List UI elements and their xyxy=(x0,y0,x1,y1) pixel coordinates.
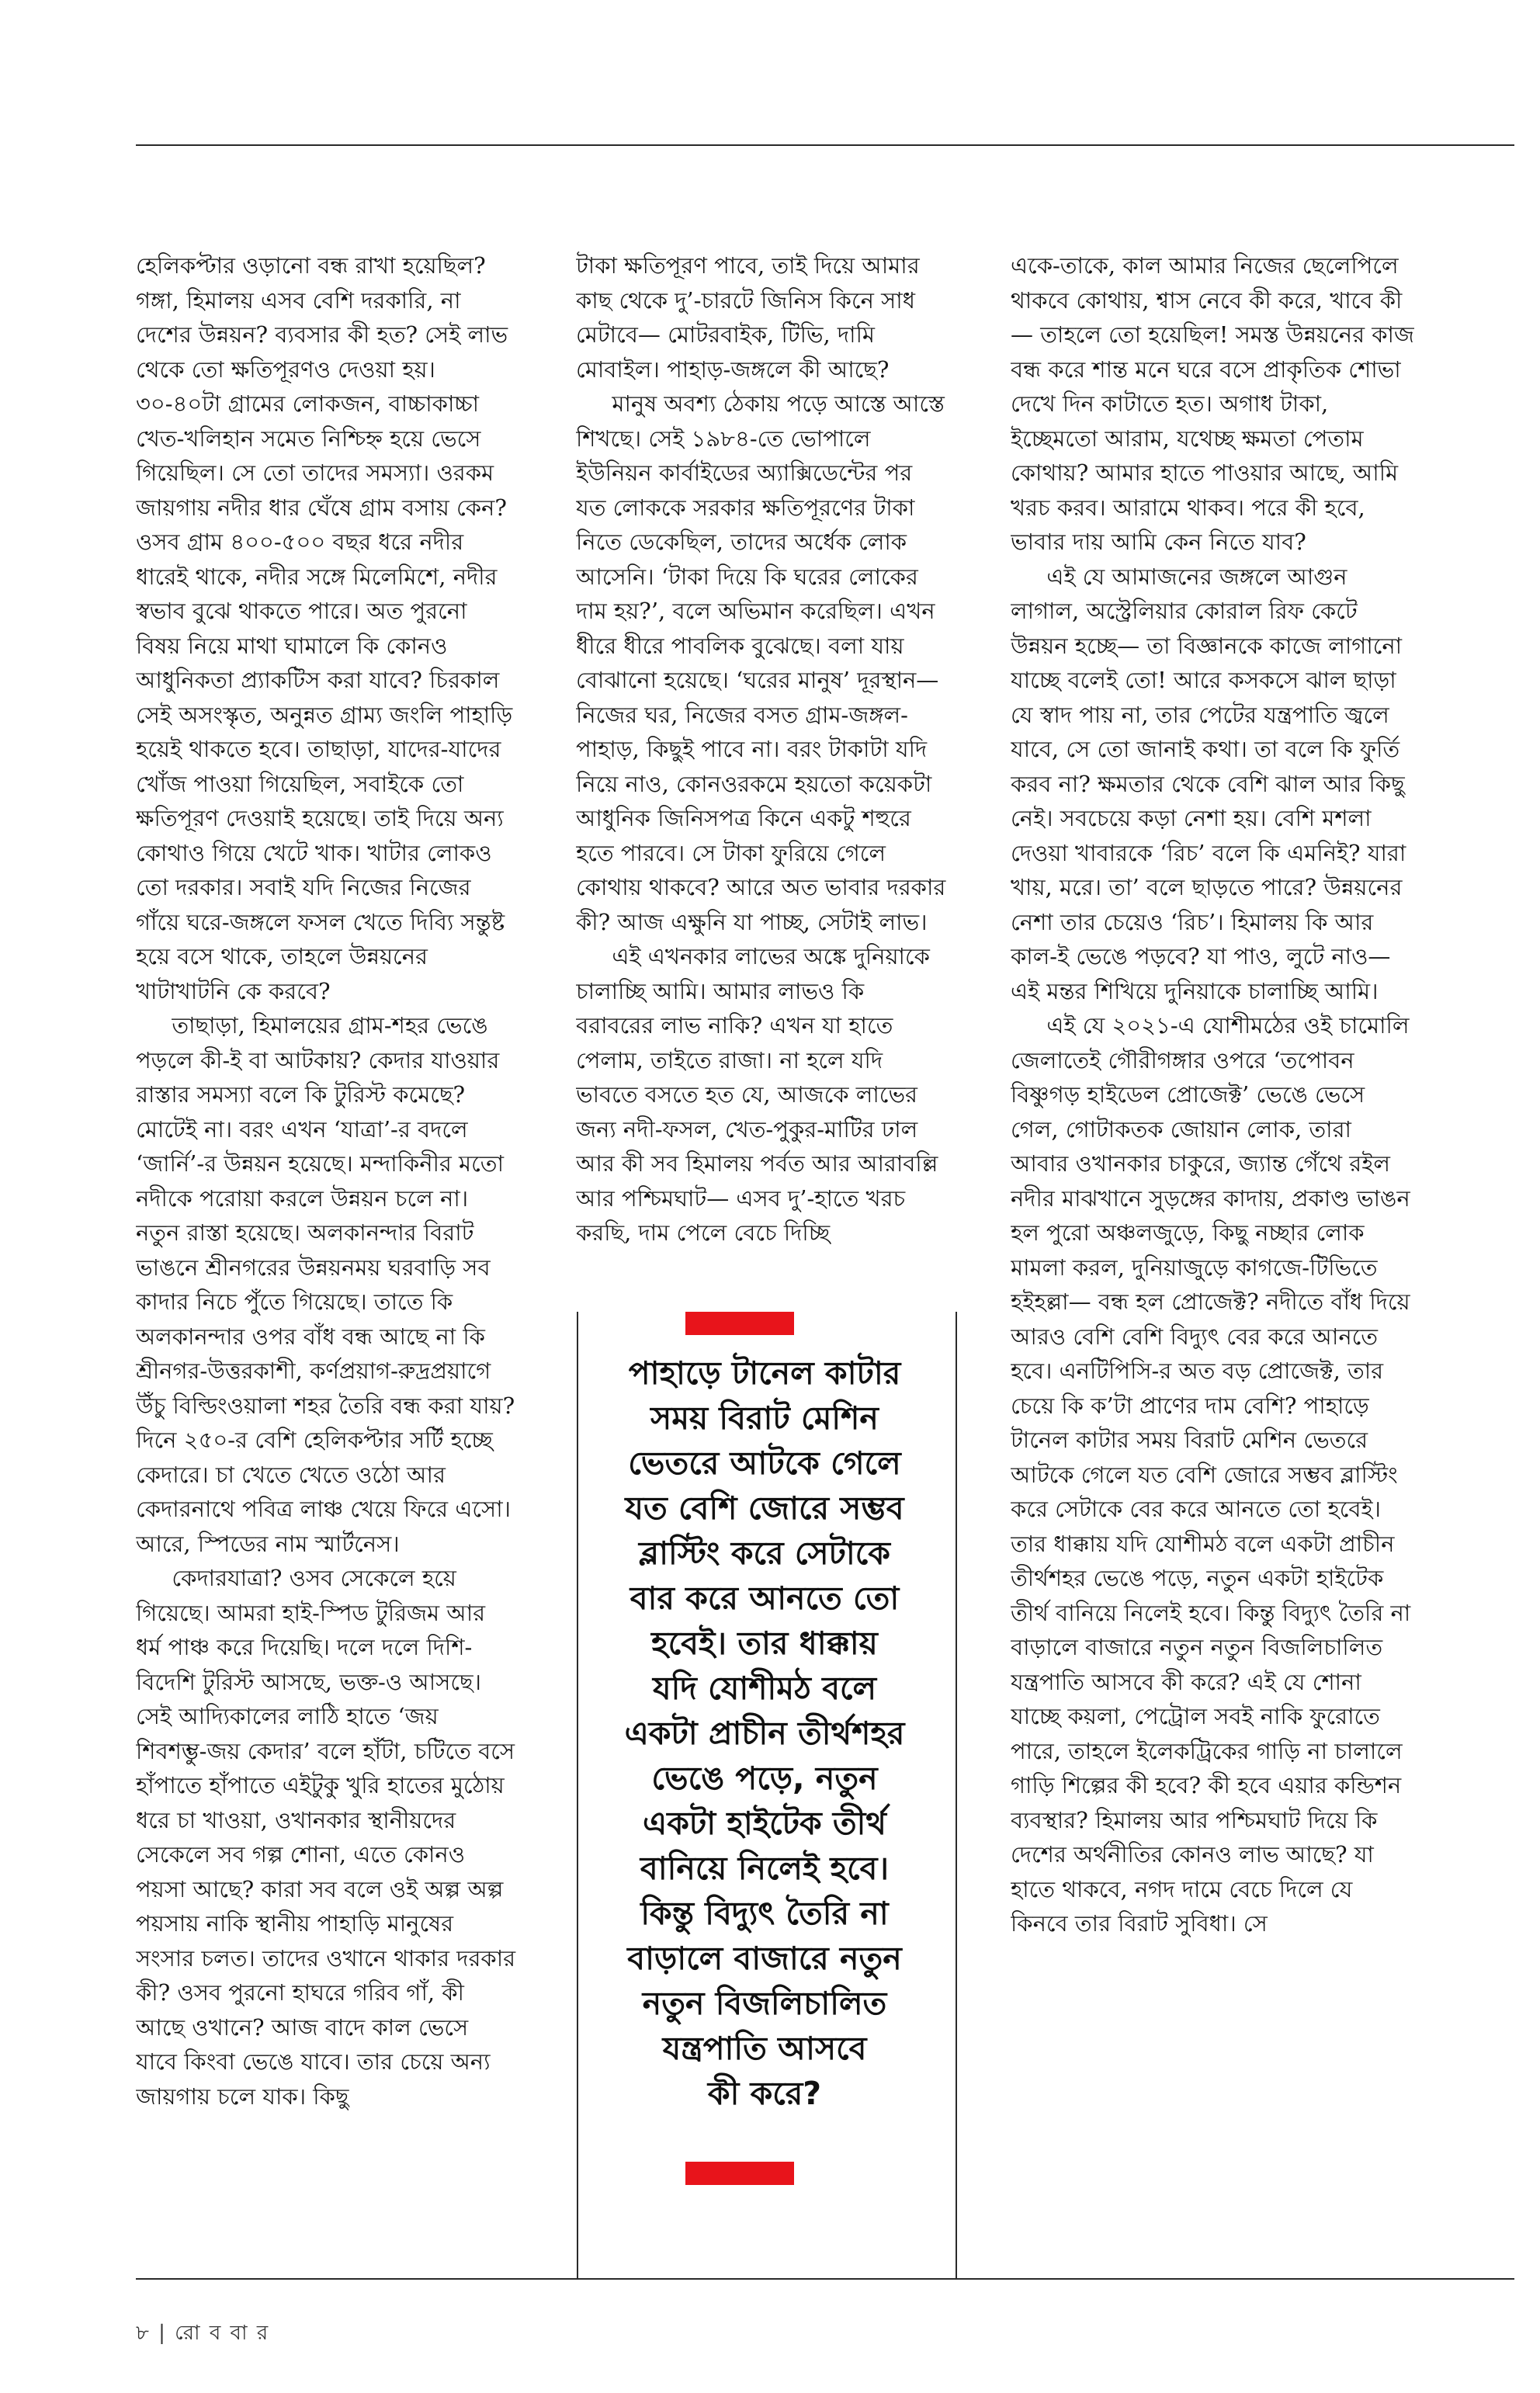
paragraph: মানুষ অবশ্য ঠেকায় পড়ে আস্তে আস্তে শিখছে। সেই ১৯৮৪-তে ভোপালে ইউনিয়ন কার্বাইডের অ্যাক্সিডেন্টের পর যত লোককে সরকার ক্ষতিপূরণের টাকা নিতে ডেকেছিল, তাদের অর্ধেক লোক আসেনি। ‘টাকা দিয়ে কি ঘরের লোকের দাম হয়?’, বলে অভিমান করেছিল। এখন ধীরে ধীরে পাবলিক বুঝেছে। বলা যায় বোঝানো হয়েছে। ‘ঘরের মানুষ’ দূরস্থান— নিজের ঘর, নিজের বসত গ্রাম-জঙ্গল-পাহাড়, কিছুই পাবে না। বরং টাকাটা যদি নিয়ে নাও, কোনওরকমে হয়তো কয়েকটা আধুনিক জিনিসপত্র কিনে একটু শহুরে হতে পারবে। সে টাকা ফুরিয়ে গেলে কোথায় থাকবে? আরে অত ভাবার দরকার কী? আজ এক্ষুনি যা পাচ্ছ, সেটাই লাভ। xyxy=(576,390,946,935)
paragraph: এই যে আমাজনের জঙ্গলে আগুন লাগাল, অস্ট্রেলিয়ার কোরাল রিফ কেটে উন্নয়ন হচ্ছে— তা বিজ্ঞানকে কাজে লাগানো যাচ্ছে বলেই তো! আরে কসকসে ঝাল ছাড়া যে স্বাদ পায় না, তার পেটের যন্ত্রপাতি জ্বলে যাবে, সে তো জানাই কথা। তা বলে কি ফুর্তি করব না? ক্ষমতার থেকে বেশি ঝাল আর কিছু নেই। সবচেয়ে কড়া নেশা হয়। বেশি মশলা দেওয়া খাবারকে ‘রিচ’ বলে কি এমনিই? যারা খায়, মরে। তা’ বলে ছাড়তে পারে? উন্নয়নের নেশা তার চেয়েও ‘রিচ’। হিমালয় কি আর কাল-ই ভেঙে পড়বে? যা পাও, লুটে নাও— এই মন্তর শিখিয়ে দুনিয়াকে চালাচ্ছি আমি। xyxy=(1011,563,1406,1004)
pull-quote-left-rule xyxy=(577,1312,578,2278)
paragraph: হেলিকপ্টার ওড়ানো বন্ধ রাখা হয়েছিল? গঙ্গা, হিমালয় এসব বেশি দরকারি, না দেশের উন্নয়ন? ব্যবসার কী হত? সেই লাভ থেকে তো ক্ষতিপূরণও দেওয়া হয়। ৩০-৪০টা গ্রামের লোকজন, বাচ্চাকাচ্চা খেত-খলিহান সমেত নিশ্চিহ্ন হয়ে ভেসে গিয়েছিল। সে তো তাদের সমস্যা। ওরকম জায়গায় নদীর ধার ঘেঁষে গ্রাম বসায় কেন? ওসব গ্রাম ৪০০-৫০০ বছর ধরে নদীর ধারেই থাকে, নদীর সঙ্গে মিলেমিশে, নদীর স্বভাব বুঝে থাকতে পারে। অত পুরনো বিষয় নিয়ে মাথা ঘামালে কি কোনও আধুনিকতা প্র্যাকটিস করা যাবে? চিরকাল সেই অসংস্কৃত, অনুন্নত গ্রাম্য জংলি পাহাড়ি হয়েই থাকতে হবে। তাছাড়া, যাদের-যাদের খোঁজ পাওয়া গিয়েছিল, সবাইকে তো ক্ষতিপূরণ দেওয়াই হয়েছে। তাই দিয়ে অন্য কোথাও গিয়ে খেটে খাক। খাটার লোকও তো দরকার। সবাই যদি নিজের নিজের গাঁয়ে ঘরে-জঙ্গলে ফসল খেতে দিব্যি সন্তুষ্ট হয়ে বসে থাকে, তাহলে উন্নয়নের খাটাখাটনি কে করবে? xyxy=(136,252,513,1004)
page-folio: ৮ | রো ব বা র xyxy=(136,2322,270,2345)
paragraph: টাকা ক্ষতিপূরণ পাবে, তাই দিয়ে আমার কাছ থেকে দু’-চারটে জিনিস কিনে সাধ মেটাবে— মোটরবাইক, টিভি, দামি মোবাইল। পাহাড়-জঙ্গলে কী আছে? xyxy=(576,252,920,383)
pull-quote-bottom-red-bar xyxy=(685,2162,794,2185)
paragraph: তাছাড়া, হিমালয়ের গ্রাম-শহর ভেঙে পড়লে কী-ই বা আটকায়? কেদার যাওয়ার রাস্তার সমস্যা বলে কি টুরিস্ট কমেছে? মোটেই না। বরং এখন ‘যাত্রা’-র বদলে ‘জার্নি’-র উন্নয়ন হয়েছে। মন্দাকিনীর মতো নদীকে পরোয়া করলে উন্নয়ন চলে না। নতুন রাস্তা হয়েছে। অলকানন্দার বিরাট ভাঙনে শ্রীনগরের উন্নয়নময় ঘরবাড়ি সব কাদার নিচে পুঁতে গিয়েছে। তাতে কি অলকানন্দার ওপর বাঁধ বন্ধ আছে না কি শ্রীনগর-উত্তরকাশী, কর্ণপ্রয়াগ-রুদ্রপ্রয়াগে উঁচু বিল্ডিংওয়ালা শহর তৈরি বন্ধ করা যায়? দিনে ২৫০-র বেশি হেলিকপ্টার সর্টি হচ্ছে কেদারে। চা খেতে খেতে ওঠো আর কেদারনাথে পবিত্র লাঞ্চ খেয়ে ফিরে এসো। আরে, স্পিডের নাম স্মার্টনেস। xyxy=(136,1012,515,1557)
paragraph: একে-তাকে, কাল আমার নিজের ছেলেপিলে থাকবে কোথায়, শ্বাস নেবে কী করে, খাবে কী— তাহলে তো হয়েছিল! সমস্ত উন্নয়নের কাজ বন্ধ করে শান্ত মনে ঘরে বসে প্রাকৃতিক শোভা দেখে দিন কাটাতে হত। অগাধ টাকা, ইচ্ছেমতো আরাম, যথেচ্ছ ক্ষমতা পেতাম কোথায়? আমার হাতে পাওয়ার আছে, আমি খরচ করব। আরামে থাকব। পরে কী হবে, ভাবার দায় আমি কেন নিতে যাব? xyxy=(1011,252,1414,555)
top-rule xyxy=(136,144,1514,146)
article-column-2 xyxy=(576,248,949,1304)
article-column-3 xyxy=(1011,248,1414,2212)
pull-quote-right-rule xyxy=(956,1312,957,2278)
paragraph: এই এখনকার লাভের অঙ্কে দুনিয়াকে চালাচ্ছি আমি। আমার লাভও কি বরাবরের লাভ নাকি? এখন যা হাতে পেলাম, তাইতে রাজা। না হলে যদি ভাবতে বসতে হত যে, আজকে লাভের জন্য নদী-ফসল, খেত-পুকুর-মাটির ঢাল আর কী সব হিমালয় পর্বত আর আরাবল্লি আর পশ্চিমঘাট— এসব দু’-হাতে খরচ করছি, দাম পেলে বেচে দিচ্ছি xyxy=(576,943,938,1246)
paragraph: এই যে ২০২১-এ যোশীমঠের ওই চামোলি জেলাতেই গৌরীগঙ্গার ওপরে ‘তপোবন বিষ্ণুগড় হাইডেল প্রোজেক্ট’ ভেঙে ভেসে গেল, গোটাকতক জোয়ান লোক, তারা আবার ওখানকার চাকুরে, জ্যান্ত গেঁথে রইল নদীর মাঝখানে সুড়ঙ্গের কাদায়, প্রকাণ্ড ভাঙন হল পুরো অঞ্চলজুড়ে, কিছু নচ্ছার লোক মামলা করল, দুনিয়াজুড়ে কাগজে-টিভিতে হইহল্লা— বন্ধ হল প্রোজেক্ট? নদীতে বাঁধ দিয়ে আরও বেশি বেশি বিদ্যুৎ বের করে আনতে হবে। এনটিপিসি-র অত বড় প্রোজেক্ট, তার চেয়ে কি ক’টা প্রাণের দাম বেশি? পাহাড়ে টানেল কাটার সময় বিরাট মেশিন ভেতরে আটকে গেলে যত বেশি জোরে সম্ভব ব্লাস্টিং করে সেটাকে বের করে আনতে তো হবেই। তার ধাক্কায় যদি যোশীমঠ বলে একটা প্রাচীন তীর্থশহর ভেঙে পড়ে, নতুন একটা হাইটেক তীর্থ বানিয়ে নিলেই হবে। কিন্তু বিদ্যুৎ তৈরি না বাড়ালে বাজারে নতুন নতুন বিজলিচালিত যন্ত্রপাতি আসবে কী করে? এই যে শোনা যাচ্ছে কয়লা, পেট্রোল সবই নাকি ফুরোতে পারে, তাহলে ইলেকট্রিকের গাড়ি না চালালে গাড়ি শিল্পের কী হবে? কী হবে এয়ার কন্ডিশন ব্যবস্থার? হিমালয় আর পশ্চিমঘাট দিয়ে কি দেশের অর্থনীতির কোনও লাভ আছে? যা হাতে থাকবে, নগদ দামে বেচে দিলে যে কিনবে তার বিরাট সুবিধা। সে xyxy=(1011,1012,1411,1937)
pull-quote-top-red-bar xyxy=(685,1312,794,1335)
bottom-rule xyxy=(136,2278,1514,2280)
article-column-1 xyxy=(136,248,516,2212)
pull-quote: পাহাড়ে টানেল কাটার সময় বিরাট মেশিন ভেতরে আটকে গেলে যত বেশি জোরে সম্ভব ব্লাস্টিং করে সেটাকে বার করে আনতে তো হবেই। তার ধাক্কায় যদি যোশীমঠ বলে একটা প্রাচীন তীর্থশহর ভেঙে পড়ে, নতুন একটা হাইটেক তীর্থ বানিয়ে নিলেই হবে। কিন্তু বিদ্যুৎ তৈরি না বাড়ালে বাজারে নতুন নতুন বিজলিচালিত যন্ত্রপাতি আসবে কী করে? xyxy=(624,1354,905,2112)
paragraph: কেদারযাত্রা? ওসব সেকেলে হয়ে গিয়েছে। আমরা হাই-স্পিড টুরিজম আর ধর্ম পাঞ্চ করে দিয়েছি। দলে দলে দিশি-বিদেশি টুরিস্ট আসছে, ভক্ত-ও আসছে। সেই আদ্যিকালের লাঠি হাতে ‘জয় শিবশম্ভু-জয় কেদার’ বলে হাঁটা, চটিতে বসে হাঁপাতে হাঁপাতে এইটুকু খুরি হাতের মুঠোয় ধরে চা খাওয়া, ওখানকার স্থানীয়দের সেকেলে সব গল্প শোনা, এতে কোনও পয়সা আছে? কারা সব বলে ওই অল্প অল্প পয়সায় নাকি স্থানীয় পাহাড়ি মানুষের সংসার চলত। তাদের ওখানে থাকার দরকার কী? ওসব পুরনো হাঘরে গরিব গাঁ, কী আছে ওখানে? আজ বাদে কাল ভেসে যাবে কিংবা ভেঙে যাবে। তার চেয়ে অন্য জায়গায় চলে যাক। কিছু xyxy=(136,1565,516,2110)
